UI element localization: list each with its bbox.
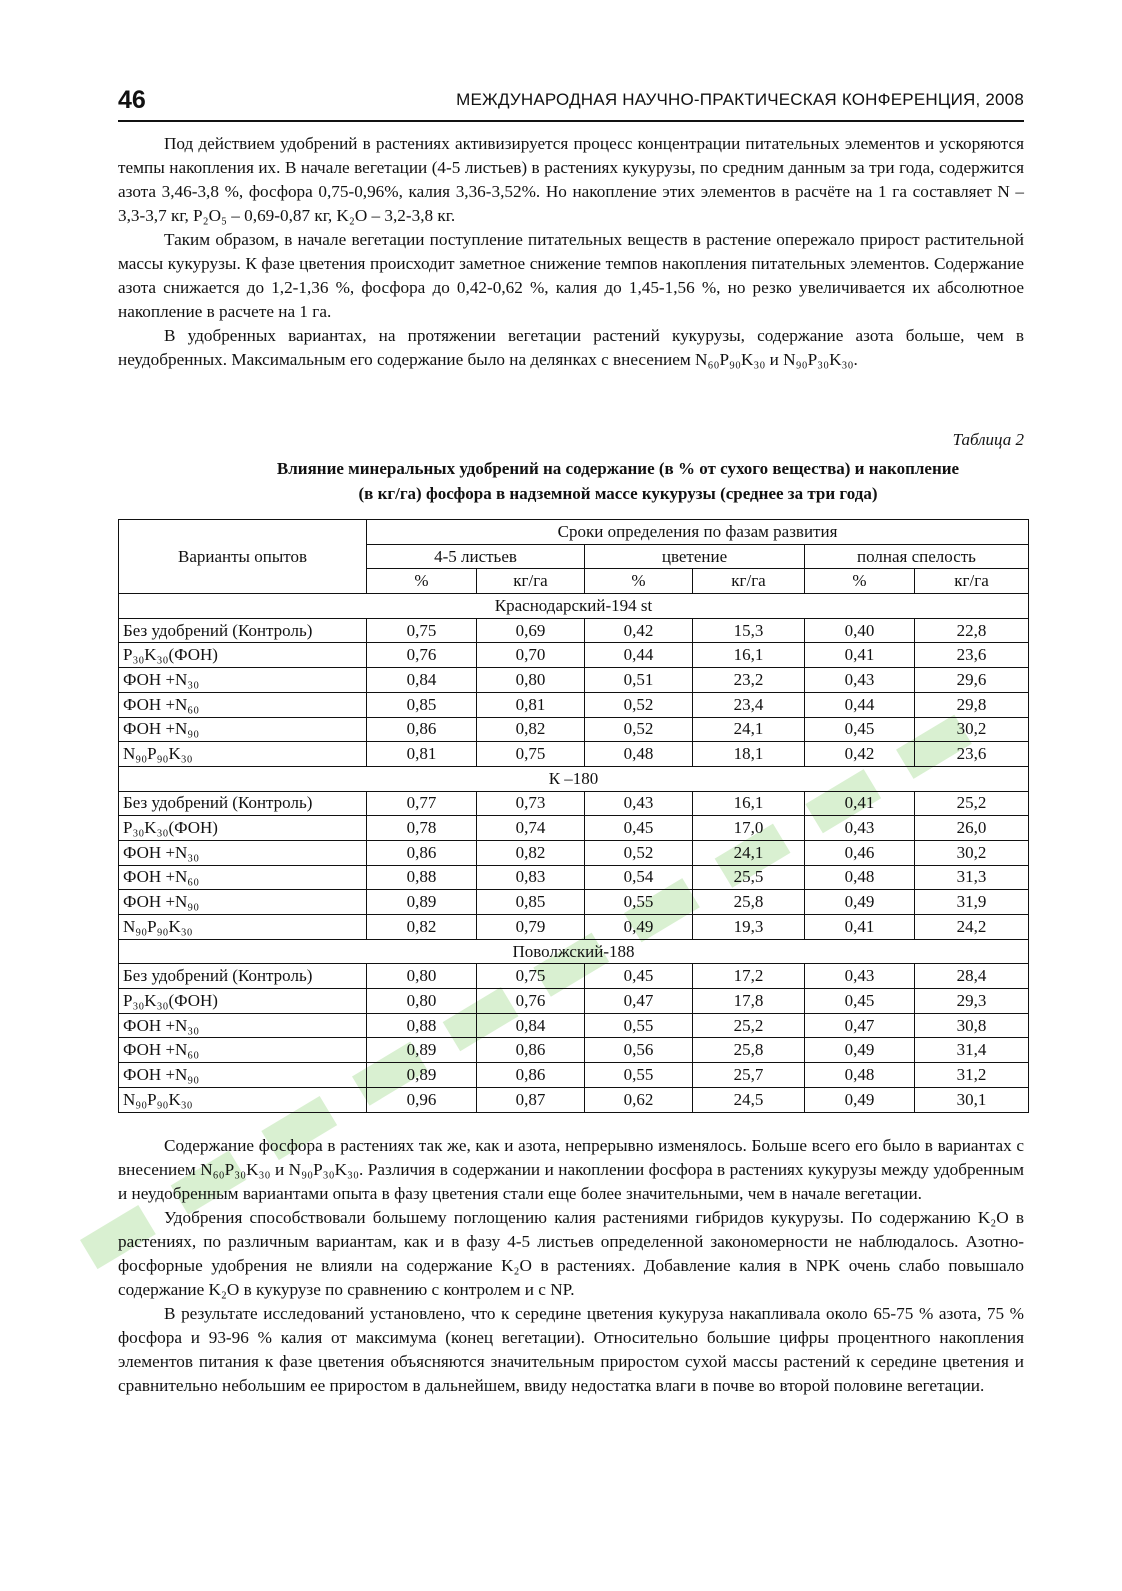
value-cell: 0,85: [367, 692, 477, 717]
table-row: [119, 791, 1029, 816]
value-cell: 30,1: [915, 1087, 1029, 1112]
paragraph: Содержание фосфора в растениях так же, как и азота, непрерывно изменялось. Больше всего его было в вариантах с внесением N₆₀P₃₀K₃₀ и N₉₀P₃₀K₃₀. Различия в содержании и накоплении фосфора в растениях кукурузы между удобренным и неудобренным вариантами опыта в фазу цветения стали еще более значительными, чем в начале вегетации.: [118, 1136, 1024, 1203]
value-cell: 0,76: [477, 989, 585, 1014]
table-title-line: (в кг/га) фосфора в надземной массе кукурузы (среднее за три года): [358, 484, 878, 503]
value-cell: 0,77: [367, 791, 477, 816]
paragraph: Под действием удобрений в растениях активизируется процесс концентрации питательных элементов и ускоряются темпы накопления их. В начале вегетации (4-5 листьев) в растениях кукурузы, по средним данным за три года, содержится азота 3,46-3,8 %, фосфора 0,75-0,96%, калия 3,36-3,52%. Но накопление этих элементов в расчёте на 1 га составляет N – 3,3-3,7 кг, P₂O₅ – 0,69-0,87 кг, K₂O – 3,2-3,8 кг.: [118, 134, 1024, 225]
variant-cell: ФОН +N₃₀: [119, 668, 367, 693]
value-cell: 0,96: [367, 1087, 477, 1112]
value-cell: 0,86: [367, 840, 477, 865]
value-cell: 0,48: [585, 742, 693, 767]
value-cell: 18,1: [693, 742, 805, 767]
value-cell: 0,43: [805, 668, 915, 693]
hybrid-name: К –180: [119, 766, 1029, 791]
value-cell: 24,1: [693, 840, 805, 865]
value-cell: 0,44: [805, 692, 915, 717]
variant-cell: Без удобрений (Контроль): [119, 964, 367, 989]
value-cell: 29,3: [915, 989, 1029, 1014]
page-header: [118, 86, 1024, 122]
value-cell: 0,49: [805, 1038, 915, 1063]
value-cell: 25,8: [693, 1038, 805, 1063]
variant-cell: Без удобрений (Контроль): [119, 618, 367, 643]
paragraph: В результате исследований установлено, что к середине цветения кукуруза накапливала около 65-75 % азота, 75 % фосфора и 93-96 % калия от максимума (конец вегетации). Относительно большие цифры процентного накопления элементов питания к фазе цветения объясняются значительным приростом сухой массы растений к середине цветения и сравнительно небольшим ее приростом в дальнейшем, ввиду недостатка влаги в почве во второй половине вегетации.: [118, 1304, 1024, 1395]
value-cell: 0,89: [367, 1038, 477, 1063]
value-cell: 0,52: [585, 692, 693, 717]
value-cell: 0,42: [805, 742, 915, 767]
value-cell: 25,7: [693, 1063, 805, 1088]
table-body: [119, 594, 1029, 1112]
value-cell: 24,1: [693, 717, 805, 742]
table-title-line: Влияние минеральных удобрений на содержание (в % от сухого вещества) и накопление: [276, 459, 960, 478]
value-cell: 25,5: [693, 865, 805, 890]
value-cell: 0,80: [367, 989, 477, 1014]
value-cell: 30,2: [915, 840, 1029, 865]
value-cell: 0,41: [805, 791, 915, 816]
value-cell: 17,2: [693, 964, 805, 989]
table-row: [119, 668, 1029, 693]
variant-cell: ФОН +N₆₀: [119, 1038, 367, 1063]
value-cell: 23,2: [693, 668, 805, 693]
value-cell: 0,54: [585, 865, 693, 890]
table-group-row: [119, 766, 1029, 791]
variant-cell: ФОН +N₆₀: [119, 692, 367, 717]
value-cell: 0,69: [477, 618, 585, 643]
value-cell: 0,78: [367, 816, 477, 841]
value-cell: 0,73: [477, 791, 585, 816]
value-cell: 0,85: [477, 890, 585, 915]
table-row: [119, 742, 1029, 767]
value-cell: 0,48: [805, 1063, 915, 1088]
value-cell: 22,8: [915, 618, 1029, 643]
value-cell: 16,1: [693, 791, 805, 816]
table-row: [119, 618, 1029, 643]
value-cell: 0,80: [477, 668, 585, 693]
table-row: [119, 717, 1029, 742]
value-cell: 0,52: [585, 840, 693, 865]
header-phase-ripeness: полная спелость: [805, 544, 1029, 569]
table-row: [119, 643, 1029, 668]
value-cell: 0,79: [477, 915, 585, 940]
value-cell: 23,4: [693, 692, 805, 717]
table-label: Таблица 2: [952, 430, 1024, 449]
value-cell: 0,52: [585, 717, 693, 742]
value-cell: 29,8: [915, 692, 1029, 717]
header-unit-kg: кг/га: [693, 569, 805, 594]
value-cell: 0,84: [477, 1013, 585, 1038]
table-row: [119, 890, 1029, 915]
value-cell: 0,76: [367, 643, 477, 668]
value-cell: 30,8: [915, 1013, 1029, 1038]
value-cell: 0,55: [585, 1013, 693, 1038]
variant-cell: ФОН +N₉₀: [119, 717, 367, 742]
paragraph: Удобрения способствовали большему поглощению калия растениями гибридов кукурузы. По содержанию K₂O в растениях, по различным вариантам, как и в фазу 4-5 листьев определенной закономерности не наблюдалось. Азотно-фосфорные удобрения не влияли на содержание K₂O в растениях. Добавление калия в NPK очень слабо повышало содержание K₂O в кукурузе по сравнению с контролем и с NP.: [118, 1208, 1024, 1299]
table-group-row: [119, 594, 1029, 619]
value-cell: 0,84: [367, 668, 477, 693]
variant-cell: Без удобрений (Контроль): [119, 791, 367, 816]
variant-cell: ФОН +N₉₀: [119, 890, 367, 915]
value-cell: 0,49: [585, 915, 693, 940]
header-unit-pct: %: [585, 569, 693, 594]
value-cell: 0,82: [477, 717, 585, 742]
intro-text: [118, 132, 1024, 372]
value-cell: 0,81: [477, 692, 585, 717]
value-cell: 16,1: [693, 643, 805, 668]
value-cell: 0,89: [367, 890, 477, 915]
value-cell: 23,6: [915, 742, 1029, 767]
value-cell: 29,6: [915, 668, 1029, 693]
table-row: [119, 816, 1029, 841]
value-cell: 0,55: [585, 1063, 693, 1088]
variant-cell: ФОН +N₉₀: [119, 1063, 367, 1088]
paragraph: Таким образом, в начале вегетации поступление питательных веществ в растение опережало прирост растительной массы кукурузы. К фазе цветения происходит заметное снижение темпов накопления питательных элементов. Содержание азота снижается до 1,2-1,36 %, фосфора до 0,42-0,62 %, калия до 1,45-1,56 %, но резко увеличивается их абсолютное накопление в расчете на 1 га.: [118, 230, 1024, 321]
value-cell: 25,2: [915, 791, 1029, 816]
variant-cell: ФОН +N₃₀: [119, 840, 367, 865]
value-cell: 15,3: [693, 618, 805, 643]
value-cell: 0,46: [805, 840, 915, 865]
hybrid-name: Поволжский-188: [119, 939, 1029, 964]
value-cell: 25,8: [693, 890, 805, 915]
table-row: [119, 840, 1029, 865]
header-unit-kg: кг/га: [915, 569, 1029, 594]
value-cell: 0,44: [585, 643, 693, 668]
running-title: МЕЖДУНАРОДНАЯ НАУЧНО-ПРАКТИЧЕСКАЯ КОНФЕРЕНЦИЯ, 2008: [456, 90, 1024, 109]
header-unit-pct: %: [367, 569, 477, 594]
value-cell: 31,9: [915, 890, 1029, 915]
value-cell: 0,48: [805, 865, 915, 890]
value-cell: 0,47: [585, 989, 693, 1014]
value-cell: 0,62: [585, 1087, 693, 1112]
variant-cell: P₃₀K₃₀(ФОН): [119, 643, 367, 668]
variant-cell: ФОН +N₃₀: [119, 1013, 367, 1038]
value-cell: 0,86: [477, 1063, 585, 1088]
table-row: [119, 915, 1029, 940]
variant-cell: N₉₀P₉₀K₃₀: [119, 1087, 367, 1112]
value-cell: 0,43: [805, 964, 915, 989]
value-cell: 23,6: [915, 643, 1029, 668]
value-cell: 26,0: [915, 816, 1029, 841]
table-title: [118, 456, 1118, 506]
value-cell: 0,43: [805, 816, 915, 841]
phosphorus-table: [118, 519, 1029, 1113]
table-row: [119, 692, 1029, 717]
value-cell: 0,88: [367, 865, 477, 890]
value-cell: 0,45: [805, 717, 915, 742]
value-cell: 0,45: [585, 816, 693, 841]
variant-cell: P₃₀K₃₀(ФОН): [119, 989, 367, 1014]
variant-cell: N₉₀P₉₀K₃₀: [119, 742, 367, 767]
value-cell: 19,3: [693, 915, 805, 940]
table-row: [119, 989, 1029, 1014]
value-cell: 0,83: [477, 865, 585, 890]
value-cell: 17,8: [693, 989, 805, 1014]
value-cell: 0,88: [367, 1013, 477, 1038]
value-cell: 0,70: [477, 643, 585, 668]
value-cell: 0,75: [477, 964, 585, 989]
value-cell: 0,86: [367, 717, 477, 742]
value-cell: 0,47: [805, 1013, 915, 1038]
value-cell: 30,2: [915, 717, 1029, 742]
value-cell: 0,49: [805, 1087, 915, 1112]
value-cell: 0,89: [367, 1063, 477, 1088]
value-cell: 0,75: [367, 618, 477, 643]
value-cell: 0,87: [477, 1087, 585, 1112]
table-row: [119, 1013, 1029, 1038]
value-cell: 31,3: [915, 865, 1029, 890]
header-phase-flowering: цветение: [585, 544, 805, 569]
header-phase-leaves: 4-5 листьев: [367, 544, 585, 569]
value-cell: 25,2: [693, 1013, 805, 1038]
value-cell: 0,49: [805, 890, 915, 915]
value-cell: 0,41: [805, 915, 915, 940]
value-cell: 24,5: [693, 1087, 805, 1112]
value-cell: 0,43: [585, 791, 693, 816]
value-cell: 0,56: [585, 1038, 693, 1063]
header-unit-pct: %: [805, 569, 915, 594]
table-row: [119, 1038, 1029, 1063]
page-number: 46: [118, 86, 146, 114]
closing-text: [118, 1134, 1024, 1398]
header-variants: Варианты опытов: [119, 520, 367, 594]
variant-cell: ФОН +N₆₀: [119, 865, 367, 890]
table-row: [119, 865, 1029, 890]
value-cell: 0,40: [805, 618, 915, 643]
value-cell: 17,0: [693, 816, 805, 841]
table-group-row: [119, 939, 1029, 964]
value-cell: 0,81: [367, 742, 477, 767]
value-cell: 0,86: [477, 1038, 585, 1063]
value-cell: 0,82: [477, 840, 585, 865]
table-row: [119, 1087, 1029, 1112]
value-cell: 0,74: [477, 816, 585, 841]
header-unit-kg: кг/га: [477, 569, 585, 594]
value-cell: 24,2: [915, 915, 1029, 940]
value-cell: 0,45: [805, 989, 915, 1014]
table-row: [119, 1063, 1029, 1088]
hybrid-name: Краснодарский-194 st: [119, 594, 1029, 619]
variant-cell: N₉₀P₉₀K₃₀: [119, 915, 367, 940]
value-cell: 0,51: [585, 668, 693, 693]
header-terms: Сроки определения по фазам развития: [367, 520, 1029, 545]
value-cell: 0,45: [585, 964, 693, 989]
paragraph: В удобренных вариантах, на протяжении вегетации растений кукурузы, содержание азота больше, чем в неудобренных. Максимальным его содержание было на делянках с внесением N₆₀P₉₀K₃₀ и N₉₀P₃₀K₃₀.: [118, 326, 1024, 369]
value-cell: 28,4: [915, 964, 1029, 989]
value-cell: 0,55: [585, 890, 693, 915]
value-cell: 0,42: [585, 618, 693, 643]
value-cell: 31,2: [915, 1063, 1029, 1088]
value-cell: 0,41: [805, 643, 915, 668]
value-cell: 31,4: [915, 1038, 1029, 1063]
variant-cell: P₃₀K₃₀(ФОН): [119, 816, 367, 841]
value-cell: 0,82: [367, 915, 477, 940]
table-row: [119, 964, 1029, 989]
value-cell: 0,75: [477, 742, 585, 767]
value-cell: 0,80: [367, 964, 477, 989]
